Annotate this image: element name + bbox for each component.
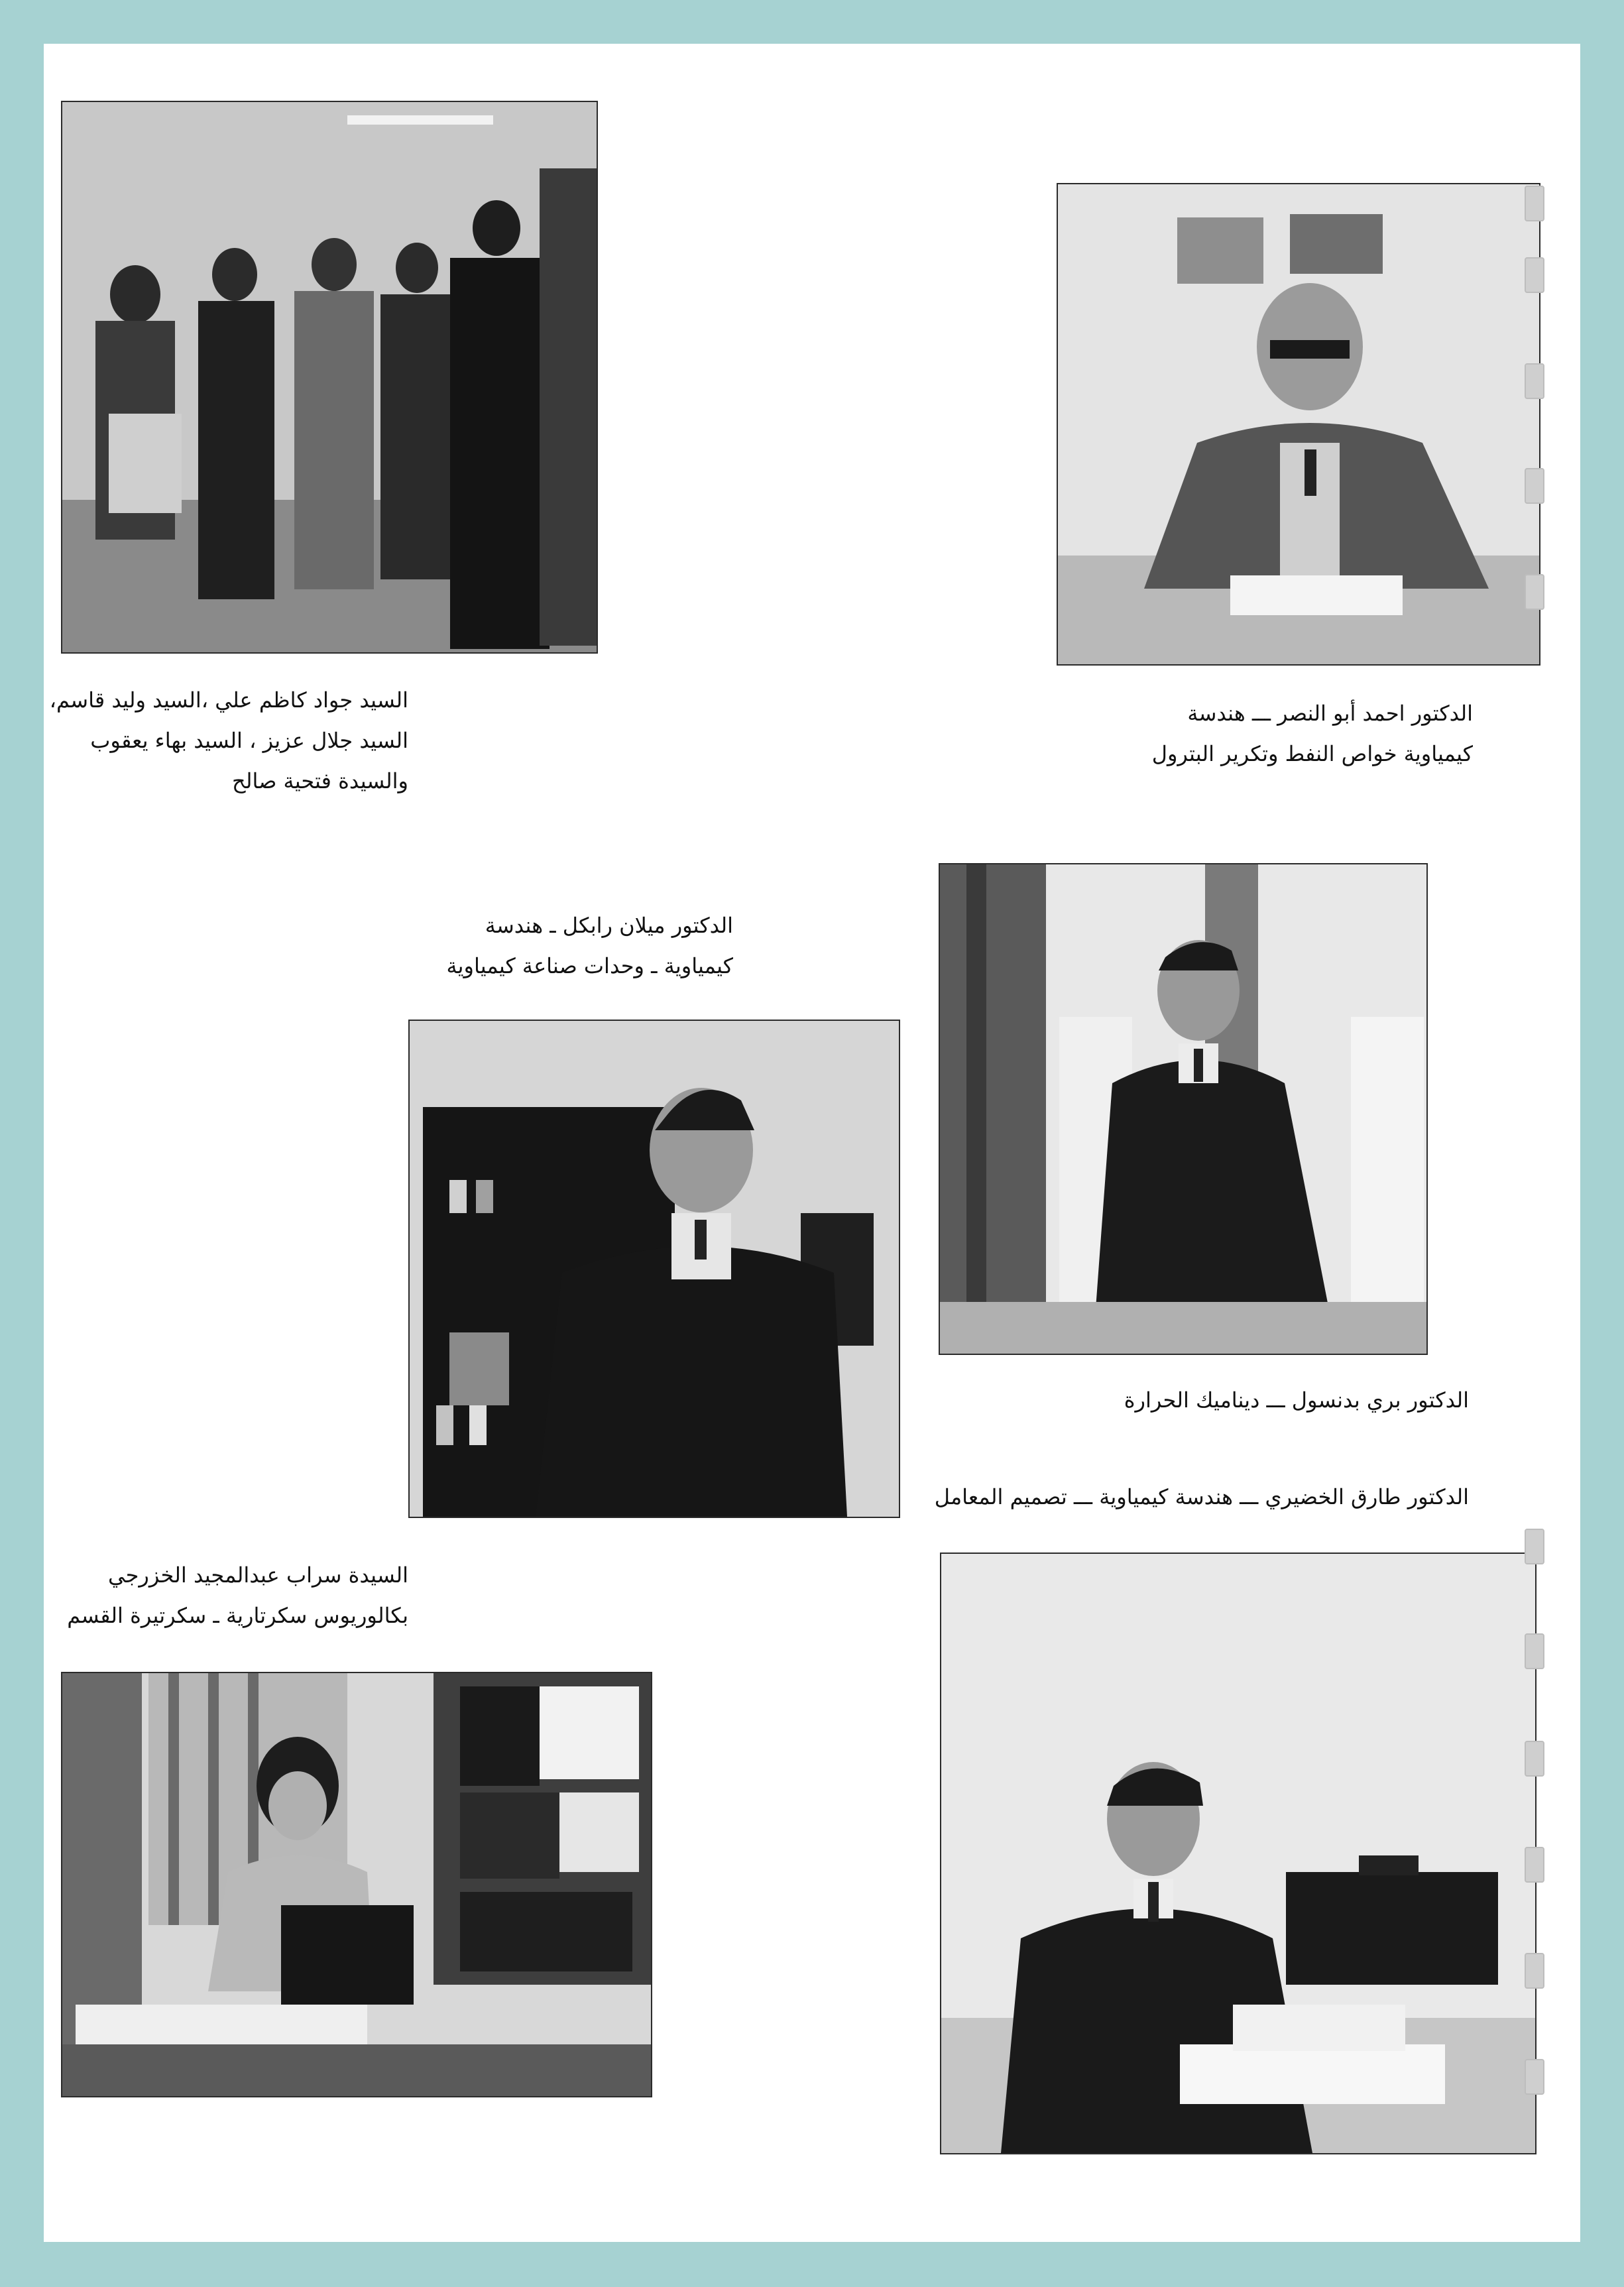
caption-line: الدكتور احمد أبو النصر ـــ هندسة xyxy=(1187,701,1473,726)
group-photo xyxy=(61,101,598,654)
berry-photo xyxy=(939,863,1428,1355)
group-caption xyxy=(49,680,408,801)
binder-tab xyxy=(1525,1953,1544,1989)
milan-caption xyxy=(375,906,733,986)
tariq-photo xyxy=(940,1553,1537,2154)
caption-line: بكالوريوس سكرتارية ـ سكرتيرة القسم xyxy=(67,1602,408,1628)
binder-tab xyxy=(1525,257,1544,293)
binder-tab xyxy=(1525,2059,1544,2095)
caption-line: الدكتور طارق الخضيري ـــ هندسة كيمياوية ـــ تصميم المعامل xyxy=(934,1484,1469,1509)
berry-photo-image xyxy=(940,864,1426,1354)
binder-tab xyxy=(1525,468,1544,504)
abu-al-nasr-photo-image xyxy=(1058,184,1539,664)
milan-photo-image xyxy=(410,1021,899,1517)
caption-line: الدكتور بري بدنسول ـــ ديناميك الحرارة xyxy=(1124,1387,1469,1413)
caption-line: السيدة سراب عبدالمجيد الخزرجي xyxy=(107,1562,408,1588)
abu-al-nasr-photo xyxy=(1057,183,1540,666)
sarab-caption xyxy=(67,1555,408,1636)
tariq-photo-image xyxy=(941,1554,1535,2153)
sarab-photo-image xyxy=(62,1673,651,2096)
milan-photo xyxy=(408,1020,900,1518)
caption-line: الدكتور ميلان رابكل ـ هندسة xyxy=(485,913,733,938)
sarab-photo xyxy=(61,1672,652,2097)
binder-tab xyxy=(1525,1633,1544,1669)
binder-tab xyxy=(1525,574,1544,610)
binder-tab xyxy=(1525,186,1544,221)
berry-caption xyxy=(992,1380,1469,1421)
tariq-caption xyxy=(932,1477,1469,1517)
binder-tab xyxy=(1525,363,1544,399)
abu-al-nasr-caption xyxy=(1078,693,1473,774)
binder-tab xyxy=(1525,1847,1544,1883)
caption-line: كيمياوية خواص النفط وتكرير البترول xyxy=(1151,740,1473,766)
caption-line: والسيدة فتحية صالح xyxy=(232,768,408,793)
group-photo-image xyxy=(62,102,597,652)
binder-tab xyxy=(1525,1741,1544,1777)
document-page xyxy=(44,44,1580,2242)
caption-line: السيد جواد كاظم علي ،السيد وليد قاسم، xyxy=(49,687,408,713)
caption-line: كيمياوية ـ وحدات صناعة كيمياوية xyxy=(446,953,733,978)
caption-line: السيد جلال عزيز ، السيد بهاء يعقوب xyxy=(90,727,408,753)
binder-tab xyxy=(1525,1529,1544,1564)
